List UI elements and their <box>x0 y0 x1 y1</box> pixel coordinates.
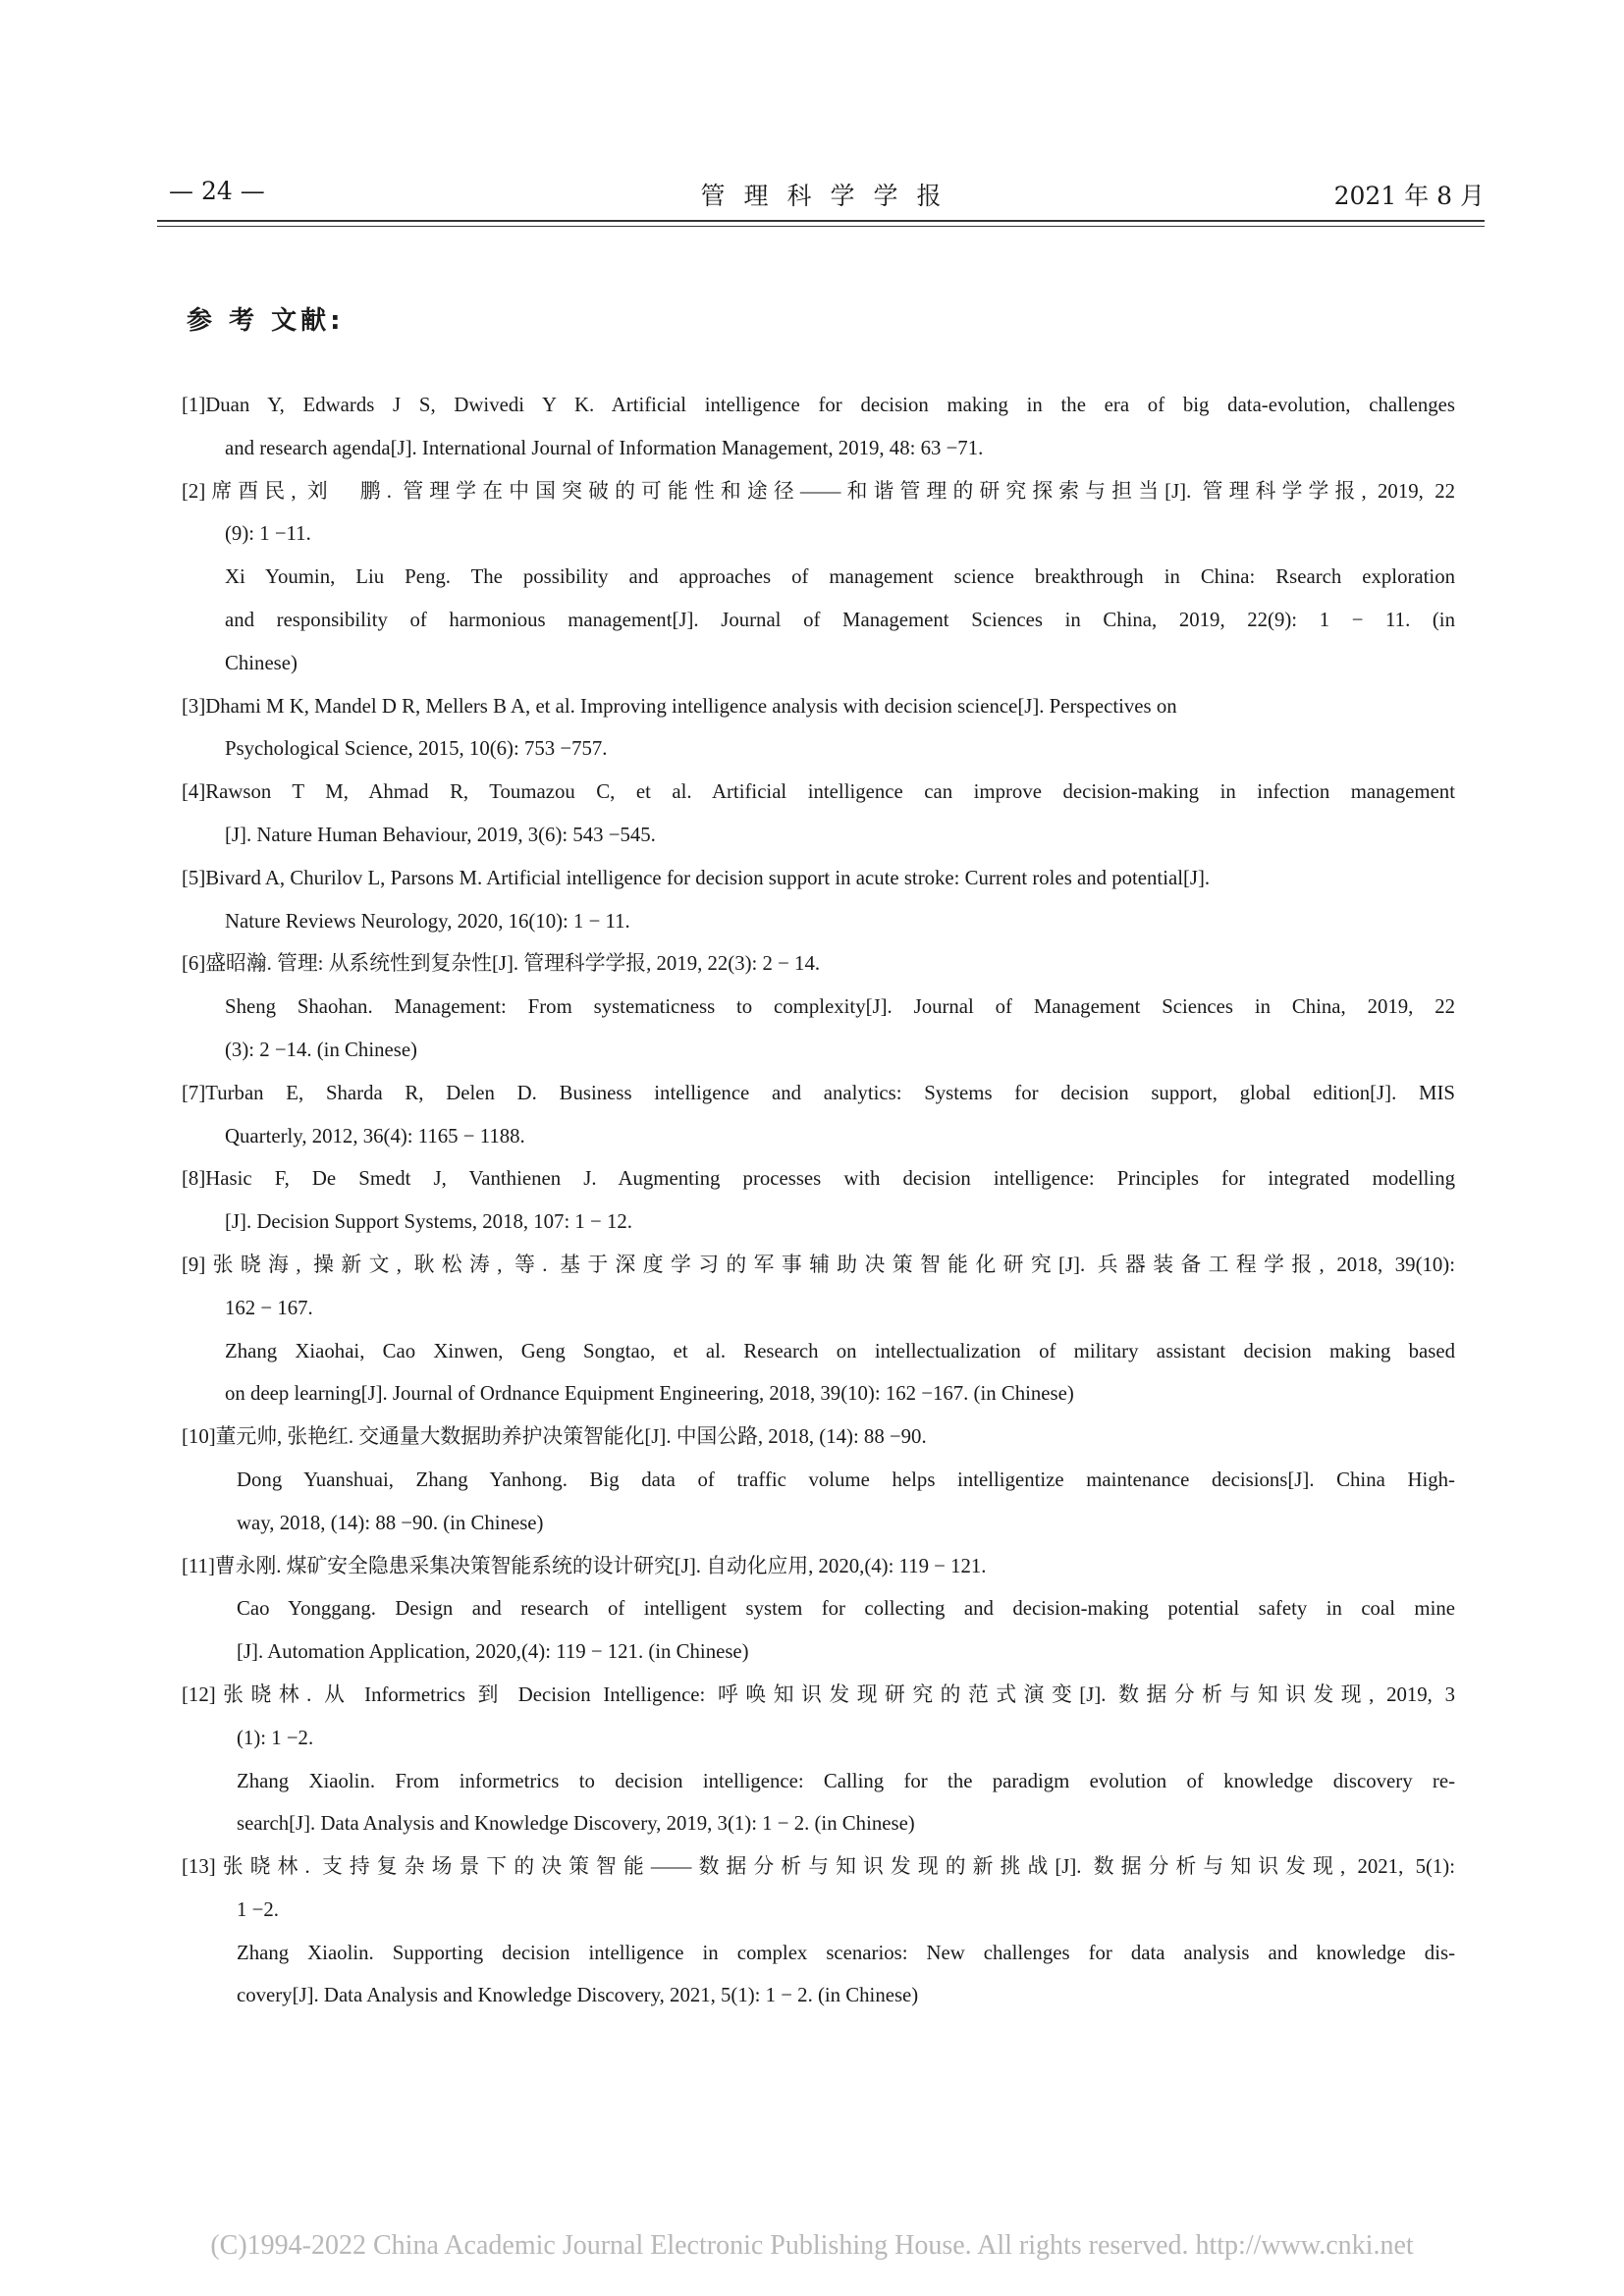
reference-line: [J]. Decision Support Systems, 2018, 107: 1 − 12. <box>225 1210 632 1234</box>
references-heading: 参 考 文献: <box>187 306 345 336</box>
reference-line: [5]Bivard A, Churilov L, Parsons M. Artificial intelligence for decision support in acute stroke: Current roles and potential[J]. <box>182 866 1211 889</box>
reference-item <box>182 771 1455 857</box>
reference-list <box>182 384 1455 2017</box>
reference-line: Zhang Xiaolin. Supporting decision intelligence in complex scenarios: New challenges for data analysis and knowledge dis- <box>237 1941 1455 1964</box>
reference-line: Cao Yonggang. Design and research of intelligent system for collecting and decision-making potential safety in coal mine <box>237 1597 1455 1621</box>
reference-line: [12]张晓林. 从 Informetrics 到 Decision Intelligence: 呼唤知识发现研究的范式演变[J]. 数据分析与知识发现, 2019, 3 <box>182 1682 1455 1706</box>
reference-line: (1): 1 −2. <box>237 1726 314 1749</box>
reference-item <box>182 1674 1455 1845</box>
reference-item <box>182 384 1455 470</box>
reference-item <box>182 1415 1455 1544</box>
issue-date: 2021 年 8 月 <box>1333 182 1485 210</box>
reference-item <box>182 1545 1455 1674</box>
reference-item <box>182 1845 1455 2017</box>
reference-line: Chinese) <box>225 651 298 674</box>
reference-line: [7]Turban E, Sharda R, Delen D. Business intelligence and analytics: Systems for decision support, global edition[J]. MIS <box>182 1081 1455 1104</box>
header-rule-thin <box>157 226 1485 227</box>
reference-line: Zhang Xiaohai, Cao Xinwen, Geng Songtao, et al. Research on intellectualization of military assistant decision making based <box>225 1339 1455 1362</box>
reference-line: Quarterly, 2012, 36(4): 1165 − 1188. <box>225 1124 525 1148</box>
journal-title: 管理科学学报 <box>700 182 960 210</box>
reference-line: Zhang Xiaolin. From informetrics to decision intelligence: Calling for the paradigm evolution of knowledge discovery re- <box>237 1769 1455 1792</box>
reference-line: [9]张晓海, 操新文, 耿松涛, 等. 基于深度学习的军事辅助决策智能化研究[J]. 兵器装备工程学报, 2018, 39(10): <box>182 1253 1455 1276</box>
reference-line: and responsibility of harmonious management[J]. Journal of Management Sciences in China, 2019, 22(9): 1 − 11. (in <box>225 608 1455 631</box>
header-rule-thick <box>157 220 1485 222</box>
reference-line: 162 − 167. <box>225 1296 313 1319</box>
reference-line: [11]曹永刚. 煤矿安全隐患采集决策智能系统的设计研究[J]. 自动化应用, 2020,(4): 119 − 121. <box>182 1554 987 1577</box>
reference-line: [13]张晓林. 支持复杂场景下的决策智能——数据分析与知识发现的新挑战[J]. 数据分析与知识发现, 2021, 5(1): <box>182 1855 1455 1879</box>
reference-line: covery[J]. Data Analysis and Knowledge Discovery, 2021, 5(1): 1 − 2. (in Chinese) <box>237 1984 919 2007</box>
page-number: — 24 — <box>169 177 265 205</box>
reference-line: Sheng Shaohan. Management: From systematicness to complexity[J]. Journal of Management Sciences in China, 2019, 22 <box>225 995 1455 1019</box>
reference-line: [8]Hasic F, De Smedt J, Vanthienen J. Augmenting processes with decision intelligence: Principles for integrated modelling <box>182 1167 1455 1191</box>
reference-line: [10]董元帅, 张艳红. 交通量大数据助养护决策智能化[J]. 中国公路, 2018, (14): 88 −90. <box>182 1425 927 1449</box>
reference-line: [J]. Automation Application, 2020,(4): 119 − 121. (in Chinese) <box>237 1640 749 1664</box>
reference-line: Nature Reviews Neurology, 2020, 16(10): 1 − 11. <box>225 909 630 933</box>
reference-item <box>182 470 1455 685</box>
reference-line: [3]Dhami M K, Mandel D R, Mellers B A, et al. Improving intelligence analysis with decision science[J]. Perspectives on <box>182 694 1177 718</box>
reference-line: Psychological Science, 2015, 10(6): 753 −757. <box>225 737 608 761</box>
reference-line: 1 −2. <box>237 1897 279 1921</box>
reference-item <box>182 1157 1455 1244</box>
reference-item <box>182 942 1455 1071</box>
reference-line: (3): 2 −14. (in Chinese) <box>225 1038 417 1061</box>
copyright-footer: (C)1994-2022 China Academic Journal Electronic Publishing House. All rights reserved. http://www.cnki.net <box>210 2230 1414 2261</box>
reference-line: [2]席酉民, 刘 鹏. 管理学在中国突破的可能性和途径——和谐管理的研究探索与担当[J]. 管理科学学报, 2019, 22 <box>182 479 1455 503</box>
reference-line: [1]Duan Y, Edwards J S, Dwivedi Y K. Artificial intelligence for decision making in the era of big data-evolution, challenges <box>182 394 1455 416</box>
reference-line: [J]. Nature Human Behaviour, 2019, 3(6): 543 −545. <box>225 823 656 846</box>
reference-line: search[J]. Data Analysis and Knowledge Discovery, 2019, 3(1): 1 − 2. (in Chinese) <box>237 1812 915 1836</box>
reference-line: way, 2018, (14): 88 −90. (in Chinese) <box>237 1511 544 1534</box>
reference-item <box>182 685 1455 772</box>
reference-item <box>182 1072 1455 1158</box>
reference-item <box>182 1244 1455 1415</box>
reference-line: (9): 1 −11. <box>225 522 311 546</box>
reference-line: [4]Rawson T M, Ahmad R, Toumazou C, et al. Artificial intelligence can improve decision-making in infection management <box>182 780 1455 804</box>
page-header <box>157 175 1485 214</box>
reference-line: [6]盛昭瀚. 管理: 从系统性到复杂性[J]. 管理科学学报, 2019, 22(3): 2 − 14. <box>182 952 821 976</box>
reference-line: on deep learning[J]. Journal of Ordnance Equipment Engineering, 2018, 39(10): 162 −167. (in Chinese) <box>225 1382 1074 1406</box>
reference-item <box>182 857 1455 943</box>
reference-line: Xi Youmin, Liu Peng. The possibility and approaches of management science breakthrough in China: Rsearch exploration <box>225 565 1455 589</box>
reference-line: Dong Yuanshuai, Zhang Yanhong. Big data of traffic volume helps intelligentize maintenance decisions[J]. China High- <box>237 1468 1455 1491</box>
reference-line: and research agenda[J]. International Journal of Information Management, 2019, 48: 63 −71. <box>225 436 984 459</box>
